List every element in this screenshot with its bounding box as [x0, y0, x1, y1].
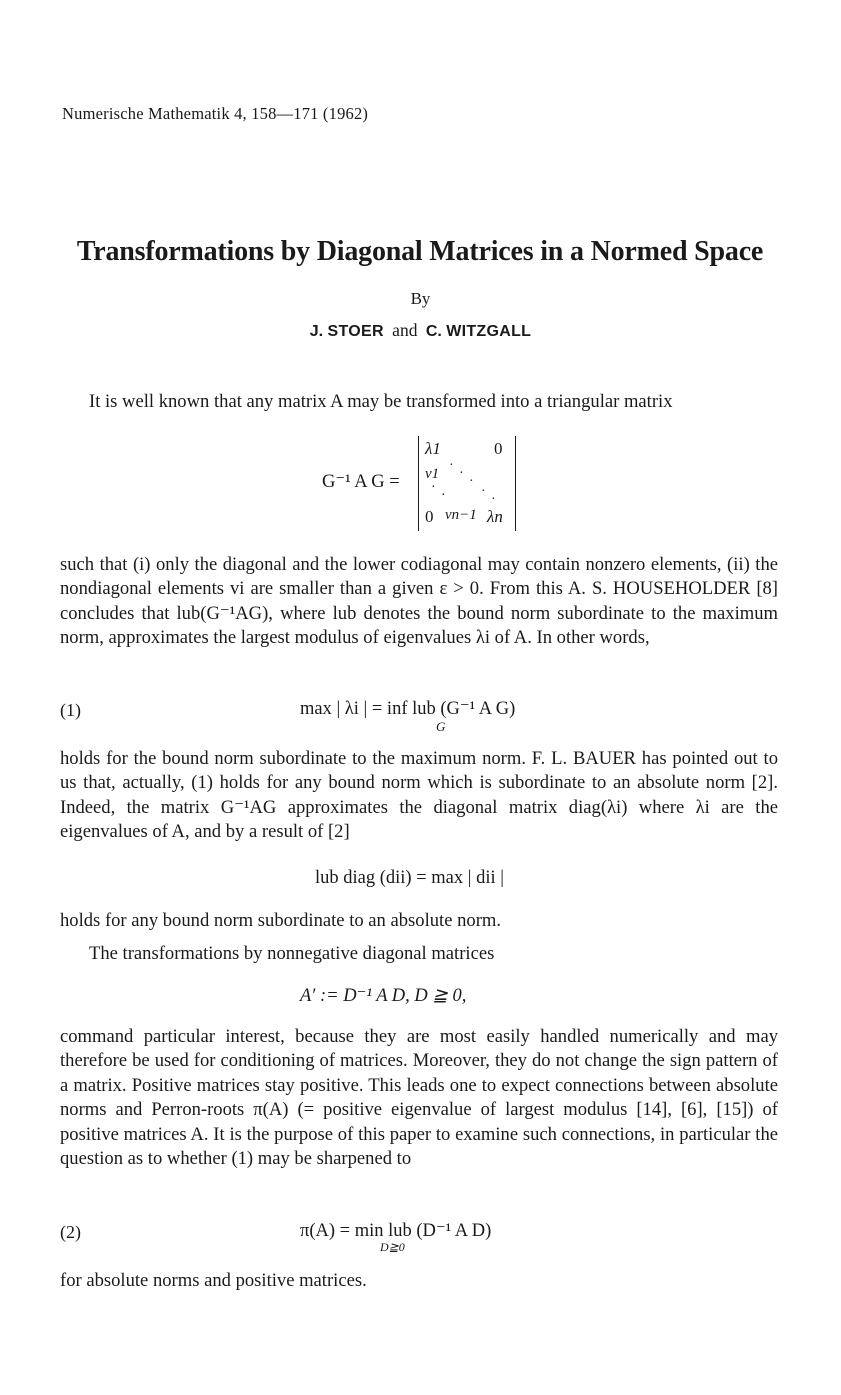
equation-1: max | λi | = inf lub (G⁻¹ A G) — [300, 699, 516, 719]
matrix-v1: v1 — [425, 466, 440, 482]
matrix-zero-top: 0 — [494, 439, 503, 458]
paragraph-householder: such that (i) only the diagonal and the lower codiagonal may contain nonzero elements, (ii) the nondiagonal elements vi are smaller than a given ε > 0. From this A. S. HOUSEHOLDER [8] concludes that lub(G⁻¹AG), where lub denotes the bound norm subordinate to the maximum norm, approximates the largest modulus of eigenvalues λi of A. In other words, — [60, 554, 778, 649]
matrix-v-n-1: vn−1 — [445, 507, 477, 523]
paragraph-absolute-norm: holds for any bound norm subordinate to an absolute norm. — [60, 910, 502, 931]
paragraph-perron: command particular interest, because they are most easily handled numerically and may therefore be used for conditioning of matrices. Moreover, they do not change the sign pattern of a matrix. Positive matrices stay positive. This leads one to expect connections between absolute norms and Perron-roots π(A) (= positive eigenvalue of largest modulus [14], [6], [15]) of positive matrices A. It is the purpose of this paper to examine such connections, in particular the question as to whether (1) may be sharpened to — [60, 1026, 778, 1170]
equation-a-prime: A′ := D⁻¹ A D, D ≧ 0, — [300, 986, 467, 1006]
paragraph-transformations: The transformations by nonnegative diagonal matrices — [89, 943, 495, 964]
diagonal-dots-lower: · — [431, 480, 437, 495]
equation-1-subscript: G — [436, 719, 446, 734]
journal-header: Numerische Mathematik 4, 158—171 (1962) — [62, 104, 369, 123]
diagonal-dots-main: · — [481, 484, 487, 499]
byline: By — [410, 289, 431, 308]
author1-initial: J. — [309, 323, 324, 340]
matrix-lambda-n: λn — [487, 507, 503, 526]
diagonal-dots-main-2: · — [491, 492, 497, 507]
authors — [0, 320, 841, 341]
diagonal-dots-lower-2: · — [441, 488, 447, 503]
diagonal-dots-upper-2: · — [459, 466, 465, 481]
paper-title: Transformations by Diagonal Matrices in a Normed Space — [76, 236, 764, 267]
matrix-zero-bottom: 0 — [425, 507, 434, 526]
paragraph-bauer: holds for the bound norm subordinate to the maximum norm. F. L. BAUER has pointed out to us that, actually, (1) holds for any bound norm which is subordinate to an absolute norm [2]. Indeed, the matrix G⁻¹AG approximates the diagonal matrix diag(λi) where λi are the eigenvalues of A, and by a result of [2] — [60, 748, 778, 843]
diagonal-dots-upper: · — [449, 458, 455, 473]
equation-2-subscript: D≧0 — [380, 1240, 405, 1254]
equation-1-number: (1) — [60, 700, 81, 720]
author1-name: STOER — [327, 323, 384, 340]
paragraph-intro: It is well known that any matrix A may be transformed into a triangular matrix — [89, 391, 673, 412]
equation-lub-diag: lub diag (dii) = max | dii | — [315, 868, 504, 888]
equation-2: π(A) = min lub (D⁻¹ A D) — [300, 1221, 492, 1241]
equation-2-number: (2) — [60, 1222, 81, 1242]
diagonal-dots-upper-3: · — [469, 474, 475, 489]
authors-and: and — [392, 320, 418, 340]
author2-name: WITZGALL — [446, 323, 532, 340]
paragraph-closing: for absolute norms and positive matrices. — [60, 1270, 367, 1291]
matrix-lambda-1: λ1 — [425, 439, 441, 458]
triangular-matrix — [418, 436, 516, 531]
author2-initial: C. — [425, 323, 442, 340]
matrix-lhs: G⁻¹ A G = — [322, 472, 400, 492]
